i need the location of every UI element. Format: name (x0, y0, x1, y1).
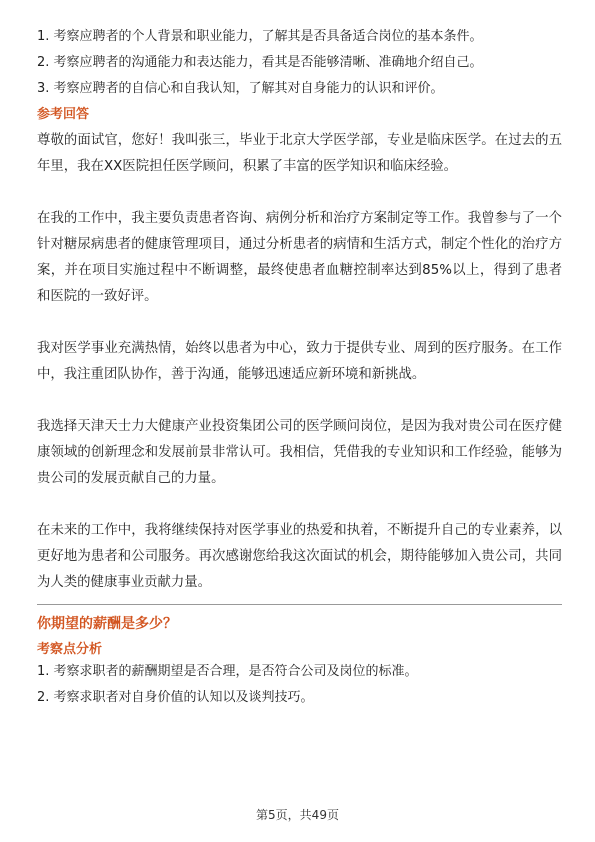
analysis-item: 2. 考察应聘者的沟通能力和表达能力，看其是否能够清晰、准确地介绍自己。 (37, 55, 483, 70)
section-divider (37, 604, 562, 605)
analysis-item: 3. 考察应聘者的自信心和自我认知，了解其对自身能力的认识和评价。 (37, 81, 444, 96)
reference-answer-body (37, 128, 562, 596)
answer-paragraph: 在未来的工作中，我将继续保持对医学事业的热爱和执着，不断提升自己的专业素养，以更好地为患者和公司服务。再次感谢您给我这次面试的机会，期待能够加入贵公司，共同为人类的健康事业贡献力量。 (37, 523, 562, 590)
reference-answer-heading: 参考回答 (37, 107, 90, 122)
analysis-heading: 考察点分析 (37, 642, 103, 657)
answer-paragraph: 我选择天津天士力大健康产业投资集团公司的医学顾问岗位，是因为我对贵公司在医疗健康领域的创新理念和发展前景非常认可。我相信，凭借我的专业知识和工作经验，能够为贵公司的发展贡献自己的力量。 (37, 419, 562, 486)
page-number: 第5页，共49页 (256, 808, 339, 822)
answer-paragraph: 在我的工作中，我主要负责患者咨询、病例分析和治疗方案制定等工作。我曾参与了一个针对糖尿病患者的健康管理项目，通过分析患者的病情和生活方式，制定个性化的治疗方案，并在项目实施过程中不断调整，最终使患者血糖控制率达到85%以上，得到了患者和医院的一致好评。 (37, 211, 562, 304)
analysis-item: 1. 考察求职者的薪酬期望是否合理，是否符合公司及岗位的标准。 (37, 664, 418, 679)
analysis-item: 2. 考察求职者对自身价值的认知以及谈判技巧。 (37, 690, 314, 705)
salary-analysis-list (37, 663, 562, 707)
document-page (37, 28, 562, 715)
analysis-item: 1. 考察应聘者的个人背景和职业能力，了解其是否具备适合岗位的基本条件。 (37, 29, 483, 44)
answer-paragraph: 尊敬的面试官，您好！我叫张三，毕业于北京大学医学部，专业是临床医学。在过去的五年里，我在XX医院担任医学顾问，积累了丰富的医学知识和临床经验。 (37, 133, 562, 174)
analysis-list (37, 28, 562, 98)
answer-paragraph: 我对医学事业充满热情，始终以患者为中心，致力于提供专业、周到的医疗服务。在工作中，我注重团队协作，善于沟通，能够迅速适应新环境和新挑战。 (37, 341, 562, 382)
question-title: 你期望的薪酬是多少？ (37, 616, 177, 632)
